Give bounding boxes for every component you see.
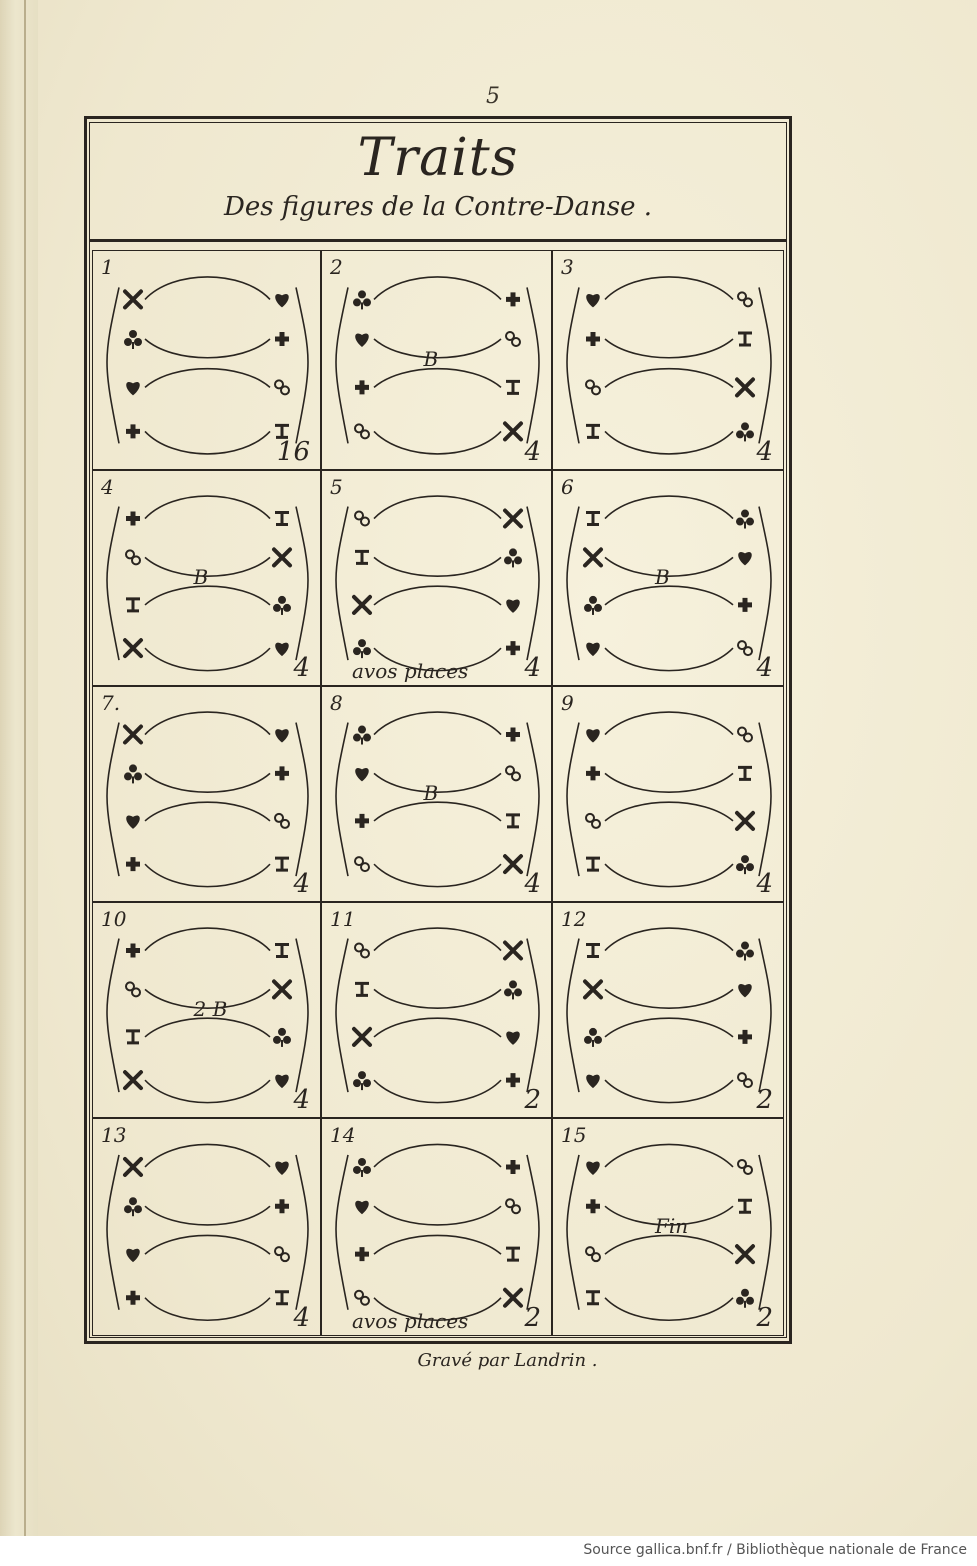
- dance-path: [336, 287, 348, 443]
- ring-dancer-symbol: [506, 1199, 520, 1213]
- ring-dancer-symbol: [275, 380, 289, 394]
- stand-dancer-symbol: [126, 1031, 140, 1043]
- figure-note: B: [423, 347, 439, 371]
- heart-dancer-symbol: [586, 1075, 600, 1088]
- clover-dancer-symbol: [504, 548, 522, 567]
- ring-dancer-symbol: [126, 550, 140, 564]
- dance-path: [145, 339, 270, 358]
- ring-dancer-symbol: [275, 814, 289, 828]
- cross-dancer-symbol: [274, 549, 290, 565]
- heart-dancer-symbol: [355, 1201, 369, 1214]
- clover-dancer-symbol: [584, 596, 602, 615]
- clover-dancer-symbol: [273, 596, 291, 615]
- figure-note: avos places: [352, 1309, 469, 1333]
- heart-dancer-symbol: [506, 599, 520, 612]
- plus-dancer-symbol: [506, 1073, 520, 1087]
- dance-path: [374, 496, 501, 519]
- dance-path: [605, 1144, 733, 1167]
- clover-dancer-symbol: [353, 290, 371, 309]
- figure-count: 4: [524, 437, 541, 467]
- dance-path: [145, 773, 270, 792]
- dance-path: [145, 928, 270, 951]
- dance-path: [296, 1155, 308, 1310]
- plus-dancer-symbol: [586, 1199, 600, 1213]
- heart-dancer-symbol: [586, 294, 600, 307]
- dance-path: [605, 369, 733, 388]
- footer-bar: [0, 1536, 977, 1566]
- figure-count: 4: [293, 869, 310, 899]
- dance-path: [759, 939, 771, 1093]
- dance-path: [145, 1298, 270, 1321]
- clover-dancer-symbol: [504, 980, 522, 999]
- stand-dancer-symbol: [506, 1248, 520, 1260]
- cross-dancer-symbol: [125, 640, 141, 656]
- dance-path: [336, 939, 348, 1093]
- dance-path: [759, 723, 771, 877]
- dance-path: [567, 507, 579, 661]
- heart-dancer-symbol: [586, 729, 600, 742]
- cross-dancer-symbol: [125, 1072, 141, 1088]
- page-number: 5: [486, 84, 500, 109]
- ring-dancer-symbol: [586, 380, 600, 394]
- dance-path: [605, 1235, 733, 1254]
- figure-number: 12: [561, 907, 587, 931]
- figure-cell: [552, 250, 784, 470]
- ring-dancer-symbol: [738, 728, 752, 742]
- clover-dancer-symbol: [584, 1028, 602, 1047]
- figure-number: 9: [561, 691, 574, 715]
- ring-dancer-symbol: [355, 424, 369, 438]
- dance-path: [567, 1155, 579, 1310]
- heart-dancer-symbol: [275, 643, 289, 656]
- clover-dancer-symbol: [124, 764, 142, 783]
- cross-dancer-symbol: [737, 813, 753, 829]
- stand-dancer-symbol: [275, 425, 289, 437]
- plus-dancer-symbol: [586, 766, 600, 780]
- plus-dancer-symbol: [355, 814, 369, 828]
- plus-dancer-symbol: [355, 1247, 369, 1261]
- figure-count: 2: [756, 1085, 773, 1115]
- dance-path: [145, 802, 270, 821]
- cross-dancer-symbol: [505, 856, 521, 872]
- heart-dancer-symbol: [275, 1075, 289, 1088]
- dance-path: [374, 712, 501, 735]
- dance-path: [567, 287, 579, 443]
- cross-dancer-symbol: [274, 981, 290, 997]
- clover-dancer-symbol: [736, 855, 754, 874]
- dance-path: [605, 773, 733, 792]
- dance-path: [145, 1235, 270, 1254]
- clover-dancer-symbol: [736, 422, 754, 441]
- figure-cell: [92, 1118, 321, 1336]
- figure-number: 8: [330, 691, 343, 715]
- ring-dancer-symbol: [126, 982, 140, 996]
- stand-dancer-symbol: [586, 945, 600, 957]
- figure-count: 2: [524, 1085, 541, 1115]
- figure-count: 4: [293, 653, 310, 683]
- stand-dancer-symbol: [275, 858, 289, 870]
- plus-dancer-symbol: [506, 292, 520, 306]
- dance-path: [336, 723, 348, 877]
- dance-path: [759, 1155, 771, 1310]
- dance-path: [374, 928, 501, 951]
- cross-dancer-symbol: [125, 727, 141, 743]
- dance-path: [605, 431, 733, 454]
- stand-dancer-symbol: [738, 333, 752, 345]
- stand-dancer-symbol: [275, 513, 289, 525]
- heart-dancer-symbol: [586, 1162, 600, 1175]
- clover-dancer-symbol: [353, 1071, 371, 1090]
- figure-number: 3: [561, 255, 574, 279]
- ring-dancer-symbol: [586, 814, 600, 828]
- stand-dancer-symbol: [738, 767, 752, 779]
- figure-count: 4: [756, 869, 773, 899]
- cross-dancer-symbol: [505, 511, 521, 527]
- figure-cell: [321, 470, 552, 686]
- heart-dancer-symbol: [126, 815, 140, 828]
- cross-dancer-symbol: [125, 291, 141, 307]
- cross-dancer-symbol: [125, 1159, 141, 1175]
- stand-dancer-symbol: [275, 945, 289, 957]
- dance-path: [374, 557, 501, 576]
- dance-path: [527, 939, 539, 1093]
- dance-path: [296, 939, 308, 1093]
- figure-drawing: [553, 251, 785, 471]
- figure-count: 4: [524, 869, 541, 899]
- ring-dancer-symbol: [738, 292, 752, 306]
- dance-path: [374, 431, 501, 454]
- dance-path: [336, 507, 348, 661]
- figure-drawing: [322, 1119, 553, 1337]
- figure-cell: [321, 686, 552, 902]
- book-spine: [0, 0, 38, 1536]
- plus-dancer-symbol: [126, 857, 140, 871]
- figure-note: 2 B: [193, 997, 228, 1021]
- dance-path: [605, 277, 733, 300]
- cross-dancer-symbol: [505, 423, 521, 439]
- dance-path: [107, 723, 119, 877]
- figure-note: B: [655, 565, 670, 589]
- stand-dancer-symbol: [738, 1200, 752, 1212]
- dance-path: [145, 277, 270, 300]
- figure-number: 10: [101, 907, 127, 931]
- figure-number: 13: [101, 1123, 127, 1147]
- figure-number: 1: [101, 255, 114, 279]
- heart-dancer-symbol: [275, 729, 289, 742]
- cross-dancer-symbol: [505, 1290, 521, 1306]
- dance-path: [145, 1206, 270, 1225]
- dance-path: [605, 1298, 733, 1321]
- engraver-credit: Gravé par Landrin .: [417, 1350, 598, 1371]
- dance-path: [605, 712, 733, 735]
- dance-path: [759, 287, 771, 443]
- figure-drawing: [322, 471, 553, 687]
- plate-subtitle: Des figures de la Contre-Danse .: [223, 192, 653, 222]
- dance-path: [145, 496, 270, 519]
- dance-path: [296, 507, 308, 661]
- plus-dancer-symbol: [506, 1160, 520, 1174]
- dance-path: [527, 287, 539, 443]
- dance-path: [605, 1080, 733, 1103]
- dance-path: [374, 989, 501, 1008]
- dance-path: [605, 1018, 733, 1037]
- dance-path: [605, 339, 733, 358]
- figure-count: 4: [756, 437, 773, 467]
- figure-cell: [92, 250, 321, 470]
- dance-path: [605, 802, 733, 821]
- cross-dancer-symbol: [737, 379, 753, 395]
- ring-dancer-symbol: [355, 857, 369, 871]
- figure-note: Fin: [655, 1214, 689, 1238]
- clover-dancer-symbol: [736, 1289, 754, 1308]
- figure-number: 6: [561, 475, 574, 499]
- clover-dancer-symbol: [124, 330, 142, 349]
- dance-path: [374, 586, 501, 605]
- ring-dancer-symbol: [738, 1073, 752, 1087]
- dance-path: [374, 1206, 501, 1225]
- stand-dancer-symbol: [275, 1292, 289, 1304]
- heart-dancer-symbol: [738, 552, 752, 565]
- dance-path: [605, 648, 733, 671]
- plus-dancer-symbol: [275, 766, 289, 780]
- plus-dancer-symbol: [506, 728, 520, 742]
- plus-dancer-symbol: [126, 944, 140, 958]
- ring-dancer-symbol: [506, 766, 520, 780]
- stand-dancer-symbol: [586, 1292, 600, 1304]
- plus-dancer-symbol: [586, 332, 600, 346]
- plus-dancer-symbol: [275, 1199, 289, 1213]
- plus-dancer-symbol: [126, 424, 140, 438]
- dance-path: [374, 1080, 501, 1103]
- dance-path: [527, 507, 539, 661]
- dance-path: [759, 507, 771, 661]
- clover-dancer-symbol: [353, 726, 371, 745]
- heart-dancer-symbol: [126, 382, 140, 395]
- dance-path: [527, 723, 539, 877]
- stand-dancer-symbol: [355, 983, 369, 995]
- stand-dancer-symbol: [586, 858, 600, 870]
- dance-path: [374, 1018, 501, 1037]
- dance-path: [107, 939, 119, 1093]
- ring-dancer-symbol: [738, 641, 752, 655]
- figure-drawing: [322, 903, 553, 1119]
- ring-dancer-symbol: [738, 1160, 752, 1174]
- dance-path: [567, 723, 579, 877]
- dance-path: [107, 1155, 119, 1310]
- stand-dancer-symbol: [586, 513, 600, 525]
- plus-dancer-symbol: [126, 512, 140, 526]
- figure-cell: [552, 902, 784, 1118]
- plus-dancer-symbol: [738, 1030, 752, 1044]
- heart-dancer-symbol: [355, 334, 369, 347]
- figure-number: 11: [330, 907, 356, 931]
- stand-dancer-symbol: [506, 381, 520, 393]
- figure-count: 2: [756, 1303, 773, 1333]
- heart-dancer-symbol: [275, 1162, 289, 1175]
- dance-path: [605, 989, 733, 1008]
- figure-number: 2: [330, 255, 343, 279]
- clover-dancer-symbol: [273, 1028, 291, 1047]
- figures-grid: [92, 250, 784, 1336]
- figure-drawing: [553, 903, 785, 1119]
- heart-dancer-symbol: [126, 1249, 140, 1262]
- heart-dancer-symbol: [355, 768, 369, 781]
- ring-dancer-symbol: [506, 332, 520, 346]
- figure-drawing: [553, 687, 785, 903]
- plus-dancer-symbol: [275, 332, 289, 346]
- figure-drawing: [93, 1119, 322, 1337]
- figure-cell: [92, 686, 321, 902]
- figure-note: B: [423, 781, 439, 805]
- clover-dancer-symbol: [124, 1197, 142, 1216]
- dance-path: [374, 277, 501, 300]
- dance-path: [605, 928, 733, 951]
- ring-dancer-symbol: [355, 1291, 369, 1305]
- plus-dancer-symbol: [506, 641, 520, 655]
- dance-path: [145, 648, 270, 671]
- figure-note: B: [193, 565, 209, 589]
- stand-dancer-symbol: [586, 425, 600, 437]
- figure-note: avos places: [352, 659, 469, 683]
- dance-path: [374, 1235, 501, 1254]
- figure-cell: [321, 1118, 552, 1336]
- plus-dancer-symbol: [126, 1291, 140, 1305]
- dance-path: [605, 496, 733, 519]
- figure-cell: [321, 250, 552, 470]
- cross-dancer-symbol: [505, 943, 521, 959]
- figure-cell: [552, 470, 784, 686]
- dance-path: [145, 1144, 270, 1167]
- dance-path: [145, 864, 270, 887]
- plate-title: Traits: [357, 128, 519, 188]
- plus-dancer-symbol: [738, 598, 752, 612]
- dance-path: [374, 369, 501, 388]
- dance-path: [374, 864, 501, 887]
- dance-path: [374, 1144, 501, 1167]
- figure-number: 15: [561, 1123, 587, 1147]
- cross-dancer-symbol: [585, 981, 601, 997]
- cross-dancer-symbol: [737, 1246, 753, 1262]
- dance-path: [145, 712, 270, 735]
- dance-path: [145, 431, 270, 454]
- stand-dancer-symbol: [506, 815, 520, 827]
- figure-cell: [552, 686, 784, 902]
- dance-path: [336, 1155, 348, 1310]
- figure-number: 14: [330, 1123, 356, 1147]
- figure-count: 4: [756, 653, 773, 683]
- dance-path: [605, 864, 733, 887]
- figure-number: 5: [330, 475, 343, 499]
- plus-dancer-symbol: [355, 380, 369, 394]
- cross-dancer-symbol: [354, 597, 370, 613]
- dance-path: [296, 287, 308, 443]
- clover-dancer-symbol: [736, 942, 754, 961]
- dance-path: [107, 287, 119, 443]
- dance-path: [145, 1080, 270, 1103]
- dance-path: [296, 723, 308, 877]
- dance-path: [527, 1155, 539, 1310]
- figure-count: 4: [293, 1303, 310, 1333]
- heart-dancer-symbol: [738, 984, 752, 997]
- figure-cell: [92, 902, 321, 1118]
- clover-dancer-symbol: [736, 510, 754, 529]
- stand-dancer-symbol: [126, 599, 140, 611]
- ring-dancer-symbol: [275, 1247, 289, 1261]
- figure-count: 4: [524, 653, 541, 683]
- ring-dancer-symbol: [586, 1247, 600, 1261]
- figure-count: 2: [524, 1303, 541, 1333]
- figure-cell: [552, 1118, 784, 1336]
- figure-number: 7.: [101, 691, 121, 715]
- dance-path: [567, 939, 579, 1093]
- heart-dancer-symbol: [506, 1031, 520, 1044]
- figure-count: 4: [293, 1085, 310, 1115]
- stand-dancer-symbol: [355, 551, 369, 563]
- title-box: [89, 122, 787, 242]
- dance-path: [107, 507, 119, 661]
- clover-dancer-symbol: [353, 639, 371, 658]
- cross-dancer-symbol: [585, 549, 601, 565]
- figure-cell: [92, 470, 321, 686]
- ring-dancer-symbol: [355, 512, 369, 526]
- figure-count: 16: [276, 437, 310, 467]
- figure-number: 4: [101, 475, 114, 499]
- source-credit: Source gallica.bnf.fr / Bibliothèque nationale de France: [583, 1542, 967, 1558]
- clover-dancer-symbol: [353, 1158, 371, 1177]
- figure-cell: [321, 902, 552, 1118]
- heart-dancer-symbol: [275, 294, 289, 307]
- dance-path: [145, 369, 270, 388]
- figure-drawing: [93, 687, 322, 903]
- ring-dancer-symbol: [355, 944, 369, 958]
- cross-dancer-symbol: [354, 1029, 370, 1045]
- heart-dancer-symbol: [586, 643, 600, 656]
